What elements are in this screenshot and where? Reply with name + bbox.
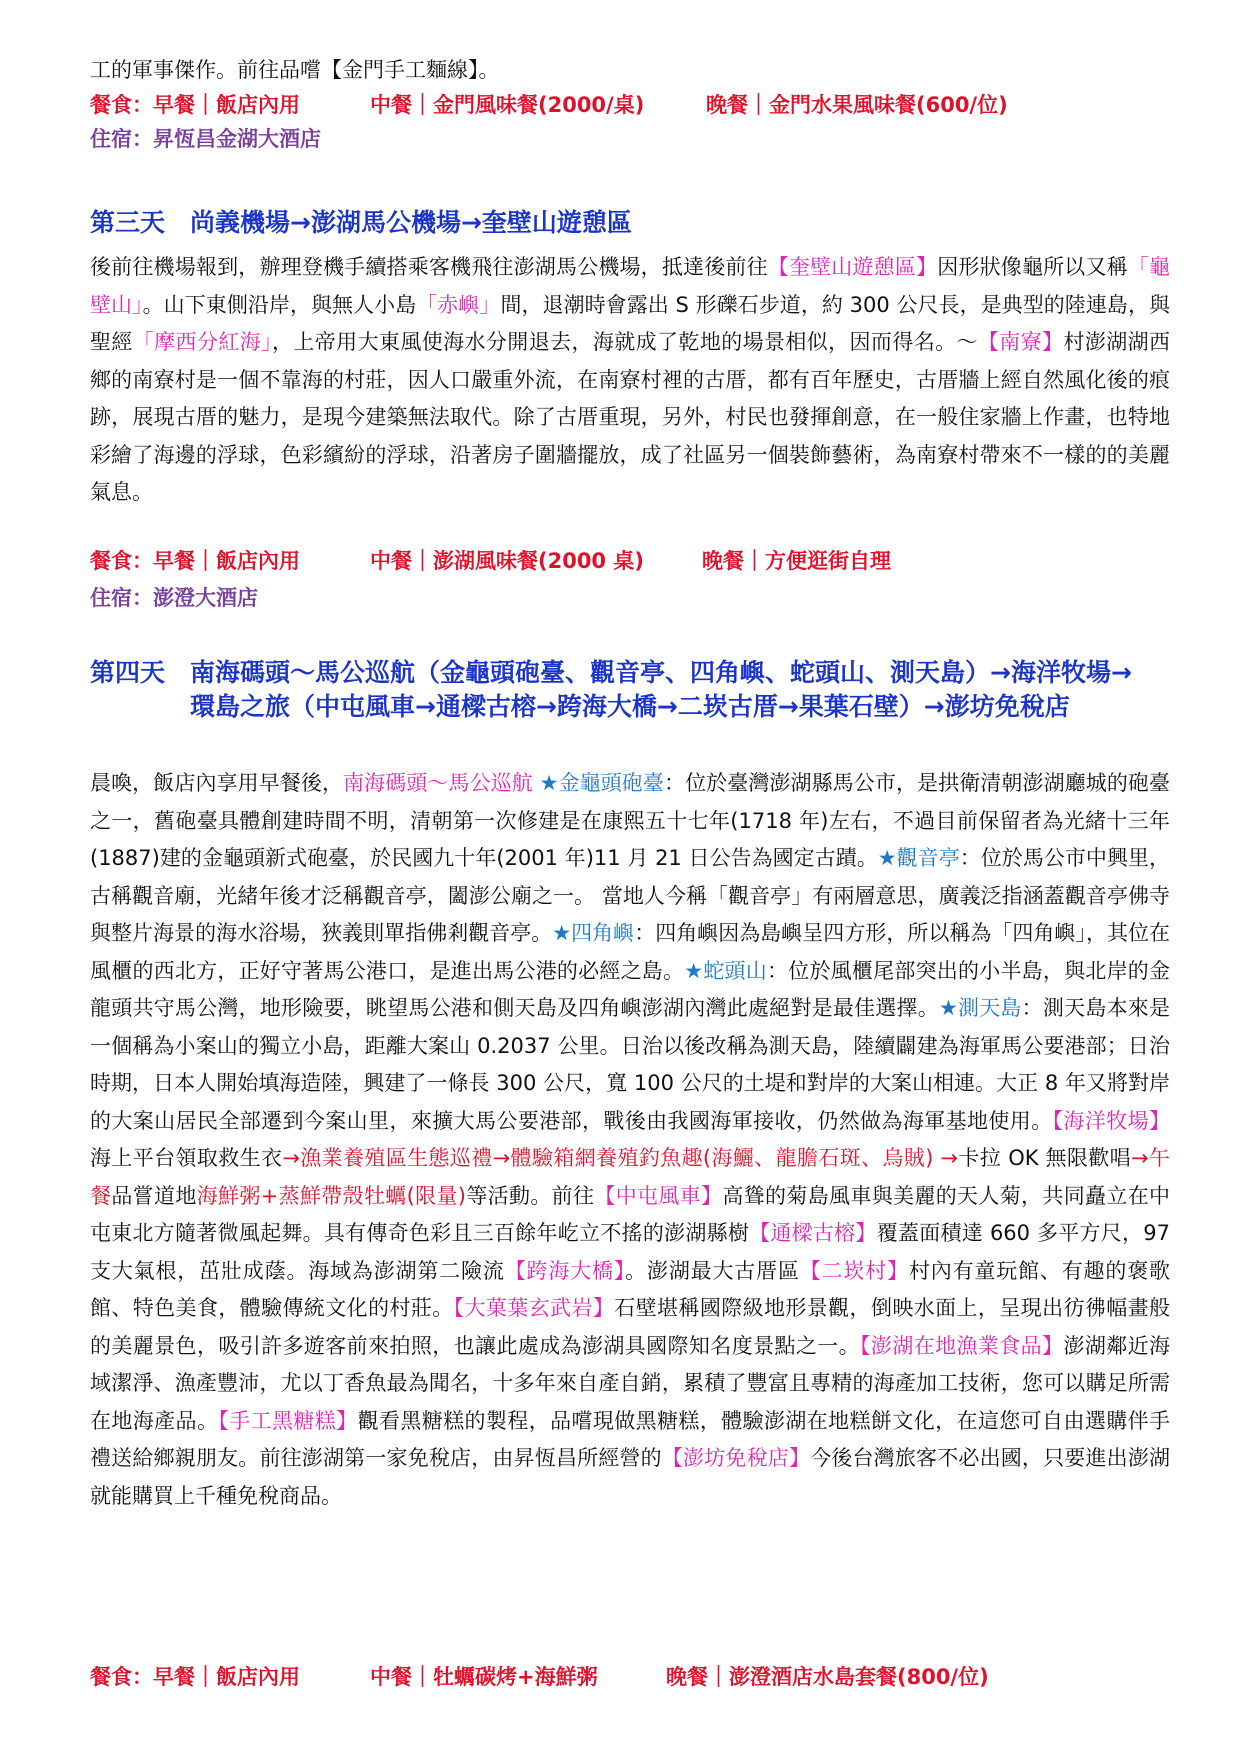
day4-keyword-fishery-food: 【澎湖在地漁業食品】 <box>860 1333 1064 1358</box>
day3-keyword-nanliao: 【南寮】 <box>977 330 1064 354</box>
day4-keyword-fishing: →漁業養殖區生態巡禮→體驗箱網養殖釣魚趣(海鱺、龍膽石斑、烏賊) → <box>282 1146 959 1170</box>
day3-number: 第三天 <box>90 208 166 237</box>
day4-keyword-windmill: 【中屯風車】 <box>594 1183 723 1208</box>
day3-text: 間，退潮時會露出 S 形礫石步道，約 300 公尺長，是典型的陸連島，與聖經 <box>90 292 1170 354</box>
day4-text: 覆蓋面積達 660 多平方尺，97 支大氣根，茁壯成蔭。海域為澎湖第二險流 <box>90 1221 1171 1283</box>
day4-text: 晨喚，飯店內享用早餐後， <box>90 771 344 795</box>
day4-text: 品嘗道地 <box>111 1183 197 1208</box>
day4-keyword-banyan: 【通樑古榕】 <box>749 1221 877 1245</box>
day2-lodging: 住宿：昇恆昌金湖大酒店 <box>90 127 321 151</box>
day4-space <box>533 771 540 795</box>
intro-line: 工的軍事傑作。前往品嚐【金門手工麵線】。 <box>90 58 500 82</box>
day4-keyword-cetiandao: ★測天島 <box>938 996 1022 1020</box>
day4-keyword-cruise: 南海碼頭～馬公巡航 <box>343 771 533 795</box>
day4-keyword-sijiaoyu: ★四角嶼 <box>552 921 635 945</box>
day3-text: ，上帝用大東風使海水分開退去，海就成了乾地的場景相似，因而得名。～ <box>272 330 978 354</box>
day4-keyword-duty-free: 【澎坊免稅店】 <box>661 1446 811 1470</box>
day3-text: 。山下東側沿岸，與無人小島 <box>142 292 417 317</box>
day4-keyword-shetoushan: ★蛇頭山 <box>684 958 767 983</box>
day4-keyword-erkan: 【二崁村】 <box>799 1258 909 1283</box>
day3-keyword-guibishan: 「龜壁山」 <box>90 255 1171 317</box>
day4-number: 第四天 <box>90 658 166 687</box>
day4-text: 等活動。前往 <box>466 1183 595 1208</box>
day3-keyword-kuibishan: 【奎壁山遊憩區】 <box>767 255 938 279</box>
day4-text: 今後台灣旅客不必出國，只要進出澎湖就能購買上千種免稅商品。 <box>90 1446 1171 1508</box>
day4-dinner: 晚餐｜澎澄酒店水島套餐(800/位) <box>666 1665 989 1689</box>
day4-keyword-bridge: 【跨海大橋】 <box>504 1258 626 1283</box>
day4-description <box>90 765 1170 1515</box>
day4-keyword-ocean-ranch: 【海洋牧場】 <box>1052 1108 1170 1133</box>
day3-keyword-chiyu: 「赤嶼」 <box>416 292 501 317</box>
day4-title <box>90 656 1170 724</box>
day3-dinner: 晚餐｜方便逛街自理 <box>702 549 891 573</box>
day3-route: 尚義機場→澎湖馬公機場→奎壁山遊憩區 <box>190 208 632 237</box>
day4-text: 。澎湖最大古厝區 <box>625 1258 800 1283</box>
day4-keyword-brown-sugar-cake: 【手工黑糖糕】 <box>218 1408 358 1433</box>
day4-text: 卡拉 OK 無限歡唱 <box>958 1146 1132 1170</box>
day3-meal-line <box>90 543 891 581</box>
day4-text: 澎湖鄰近海域潔淨、漁產豐沛，尤以丁香魚最為聞名，十多年來自產自銷，累積了豐富且專精的海產加工技術，您可以購足所需在地海產品。 <box>90 1333 1171 1433</box>
day2-lunch: 中餐｜金門風味餐(2000/桌) <box>370 93 645 117</box>
day3-text: 村澎湖湖西鄉的南寮村是一個不靠海的村莊，因人口嚴重外流，在南寮村裡的古厝，都有百年歷史，古厝牆上經自然風化後的痕跡，展現古厝的魅力，是現今建築無法取代。除了古厝重現，另外，村民也發揮創意，在一般住家牆上作畫，也特地彩繪了海邊的浮球，色彩繽紛的浮球，沿著房子圍牆擺放，成了社區另一個裝飾藝術，為南寮村帶來不一樣的的美麗氣息。 <box>90 330 1171 504</box>
day4-route: 南海碼頭～馬公巡航（金龜頭砲臺、觀音亭、四角嶼、蛇頭山、測天島）→海洋牧場→環島之旅（中屯風車→通樑古榕→跨海大橋→二崁古厝→果葉石壁）→澎坊免稅店 <box>190 658 1132 721</box>
day3-breakfast: 餐食：早餐｜飯店內用 <box>90 549 300 573</box>
day4-text: ：位於臺灣澎湖縣馬公市，是拱衛清朝澎湖廳城的砲臺之一，舊砲臺具體創建時間不明，清朝第一次修建是在康熙五十七年(1718 年)左右，不過目前保留者為光緒十三年(1887)建的金龜頭新式砲臺，於民國九十年(2001 年)11 月 21 日公告為國定古蹟。 <box>90 771 1171 870</box>
day3-title <box>90 206 632 240</box>
day3-text: 後前往機場報到，辦理登機手續搭乘客機飛往澎湖馬公機場，抵達後前往 <box>90 255 768 279</box>
day2-dinner: 晚餐｜金門水果風味餐(600/位) <box>706 93 1008 117</box>
day4-keyword-lunch: →午餐 <box>90 1146 1170 1208</box>
day3-description <box>90 249 1170 512</box>
day4-text: ：四角嶼因為島嶼呈四方形，所以稱為「四角嶼」，其位在風櫃的西北方，正好守著馬公港口，是進出馬公港的必經之島。 <box>90 921 1171 983</box>
day3-keyword-moses: 「摩西分紅海」 <box>132 330 273 354</box>
day4-breakfast: 餐食：早餐｜飯店內用 <box>90 1665 300 1689</box>
day4-lunch: 中餐｜牡蠣碳烤+海鮮粥 <box>370 1665 598 1689</box>
day4-keyword-basalt: 【大菓葉玄武岩】 <box>453 1296 615 1320</box>
day4-text: ：測天島本來是一個稱為小案山的獨立小島，距離大案山 0.2037 公里。日治以後改稱為測天島，陸續闢建為海軍馬公要港部；日治時期，日本人開始填海造陸，興建了一條長 300 公尺，寬 100 公尺的土堤和對岸的大案山相連。大正 8 年又將對岸的大案山居民全部遷到今案山里，來擴大馬公要港部，戰後由我國海軍接收，仍然做為海軍基地使用。 <box>90 996 1171 1133</box>
day3-lodging: 住宿：澎澄大酒店 <box>90 586 258 610</box>
day4-text: 高聳的菊島風車與美麗的天人菊，共同矗立在中屯東北方隨著微風起舞。具有傳奇色彩且三百餘年屹立不搖的澎湖縣樹 <box>90 1183 1171 1245</box>
day4-keyword-guanyinting: ★觀音亭 <box>877 846 960 870</box>
day4-text: 石壁堪稱國際級地形景觀，倒映水面上，呈現出彷彿幅畫般的美麗景色，吸引許多遊客前來拍照，也讓此處成為澎湖具國際知名度景點之一。 <box>90 1296 1171 1358</box>
day4-text: ：位於馬公市中興里，古稱觀音廟，光緒年後才泛稱觀音亭，闔澎公廟之一。 當地人今稱「觀音亭」有兩層意思，廣義泛指涵蓋觀音亭佛寺與整片海景的海水浴場，狹義則單指佛剎觀音亭。 <box>90 846 1171 945</box>
day4-text: 海上平台領取救生衣 <box>90 1146 283 1170</box>
day4-keyword-seafood: 海鮮粥+蒸鮮帶殼牡蠣(限量) <box>196 1183 467 1208</box>
day3-lunch: 中餐｜澎湖風味餐(2000 桌) <box>370 549 644 573</box>
day4-text: 觀看黑糖糕的製程，品嚐現做黑糖糕，體驗澎湖在地糕餅文化，在這您可自由選購伴手禮送給鄉親朋友。前往澎湖第一家免稅店，由昇恆昌所經營的 <box>90 1408 1171 1470</box>
day3-text: 因形狀像龜所以又稱 <box>937 255 1128 279</box>
day4-meal-line <box>90 1659 989 1697</box>
day2-breakfast: 餐食：早餐｜飯店內用 <box>90 93 300 117</box>
day4-text: 村內有童玩館、有趣的褒歌館、特色美食，體驗傳統文化的村莊。 <box>90 1258 1171 1320</box>
day2-meal-line <box>90 87 1008 125</box>
day4-text: ：位於風櫃尾部突出的小半島，與北岸的金龍頭共守馬公灣，地形險要，眺望馬公港和側天島及四角嶼澎湖內灣此處絕對是最佳選擇。 <box>90 958 1171 1020</box>
day4-keyword-jinguitou: ★金龜頭砲臺 <box>539 771 664 795</box>
